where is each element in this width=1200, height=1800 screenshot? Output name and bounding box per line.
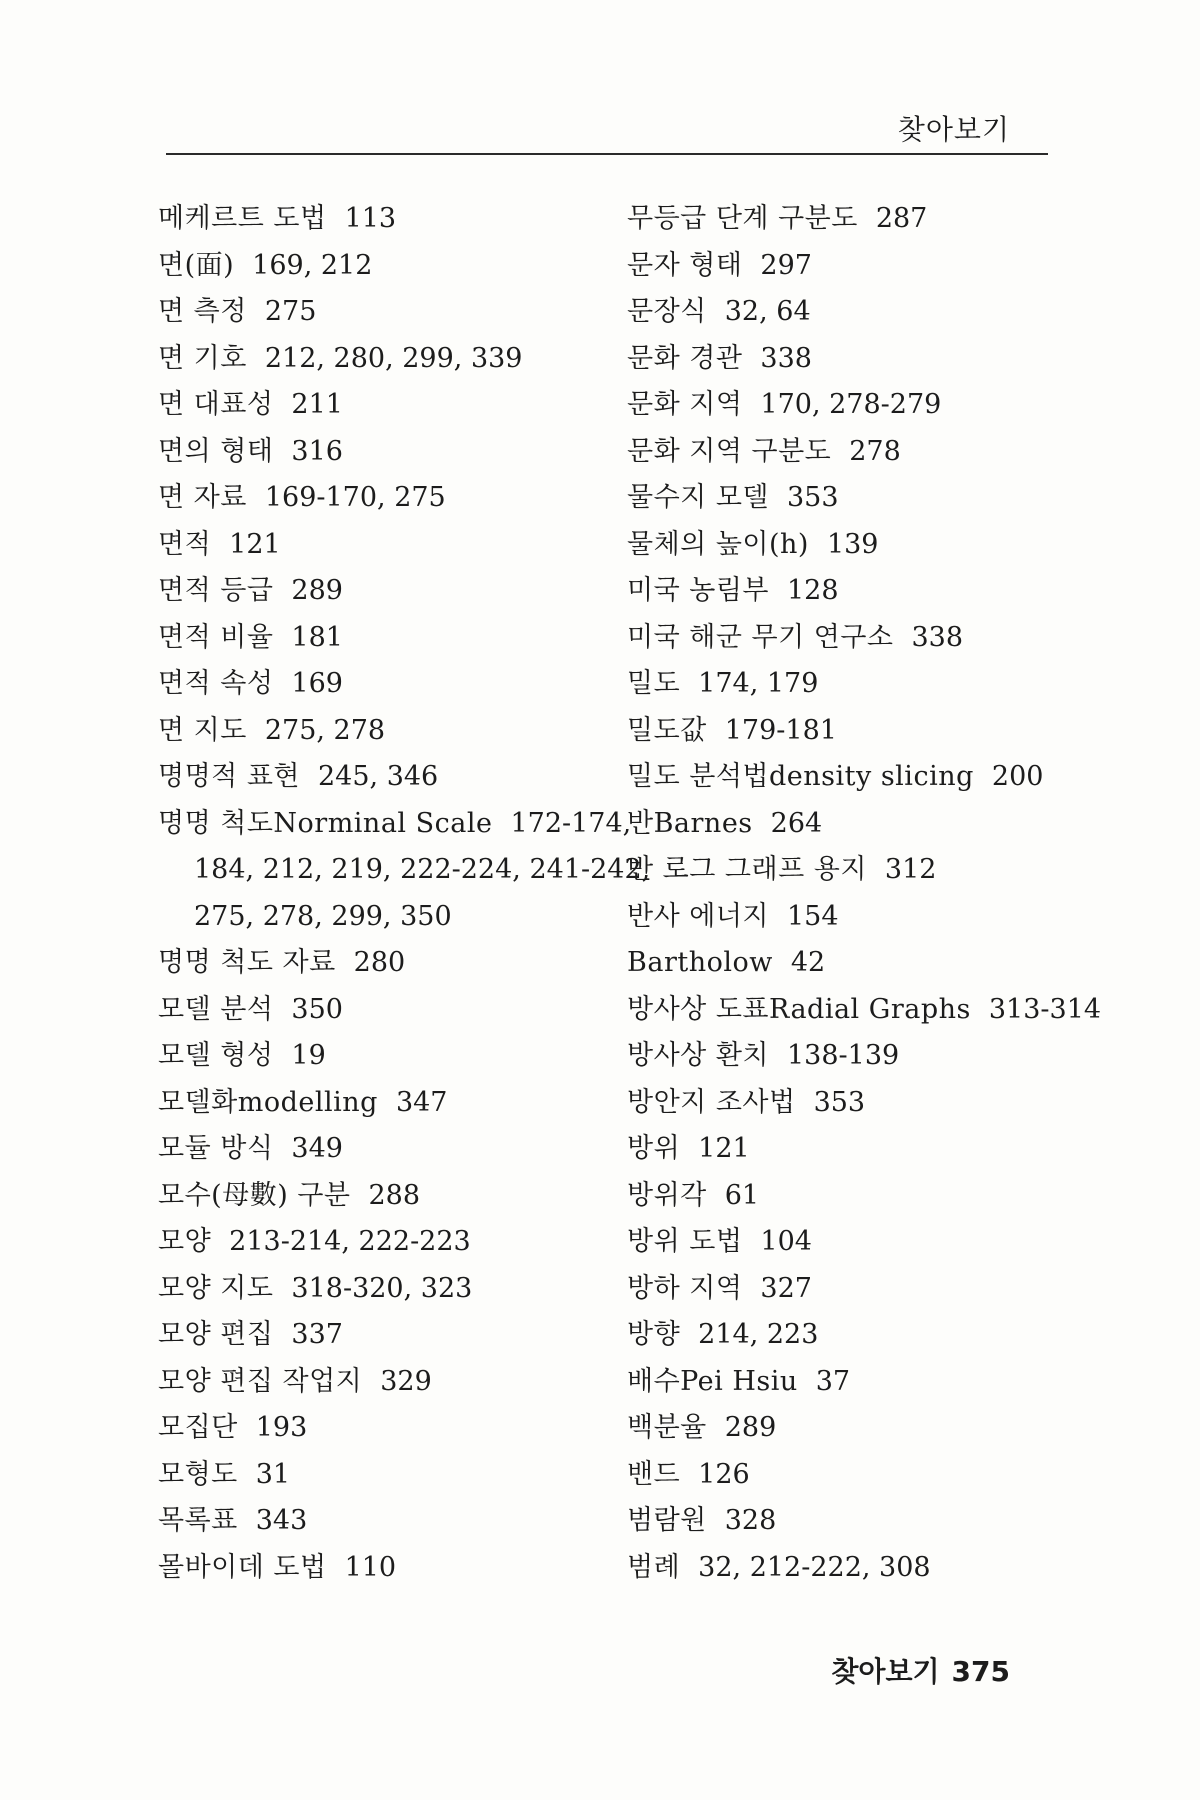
index-pages: 280	[353, 947, 406, 978]
index-pages: 121	[229, 528, 281, 560]
index-term: 면적	[158, 528, 212, 560]
index-term: 모양 편집	[158, 1319, 274, 1350]
index-pages: 212, 280, 299, 339	[264, 342, 523, 374]
index-pages: 275, 278	[264, 714, 386, 746]
index-entry	[627, 1545, 1097, 1592]
index-pages: 113	[344, 203, 397, 234]
index-entry	[158, 847, 651, 894]
index-pages: 214, 223	[698, 1319, 819, 1350]
index-pages: 104	[760, 1226, 812, 1257]
index-entry	[158, 1545, 598, 1592]
index-pages: 169	[291, 668, 343, 699]
header-rule	[166, 153, 1048, 155]
index-entry	[158, 1452, 598, 1499]
index-term: 면(面)	[158, 249, 235, 281]
index-entry	[158, 1126, 598, 1173]
index-pages: 245, 346	[318, 761, 439, 792]
index-pages: 288	[368, 1179, 421, 1211]
index-term: 모양	[158, 1226, 212, 1257]
index-pages: 264	[770, 807, 823, 839]
index-entry	[627, 708, 1097, 755]
index-entry	[158, 1359, 598, 1406]
index-entry	[627, 754, 1097, 801]
index-term: 모델 분석	[158, 993, 274, 1025]
index-term: 모수(母數) 구분	[158, 1179, 351, 1211]
index-entry	[627, 661, 1097, 708]
index-entry	[627, 196, 1097, 243]
running-head: 찾아보기	[897, 113, 1010, 146]
index-entry	[158, 1498, 598, 1545]
index-pages: 184, 212, 219, 222-224, 241-242,	[194, 854, 651, 885]
index-entry	[627, 940, 1097, 987]
index-term: 면 기호	[158, 342, 247, 374]
index-term: 밀도값	[627, 714, 707, 746]
index-pages: 200	[991, 761, 1044, 792]
index-term: 명명 척도Norminal Scale	[158, 807, 493, 839]
index-term: 무등급 단계 구분도	[627, 203, 858, 234]
index-term: 방향	[627, 1319, 681, 1350]
index-term: 범람원	[627, 1505, 707, 1536]
index-entry	[158, 289, 598, 336]
index-pages: 174, 179	[698, 668, 819, 699]
index-term: 목록표	[158, 1505, 238, 1536]
index-term: 방위각	[627, 1179, 707, 1211]
index-entry	[158, 382, 598, 429]
index-entry	[627, 1173, 1097, 1220]
index-entry	[627, 1033, 1097, 1080]
index-term: 모델 형성	[158, 1040, 274, 1071]
index-term: 밴드	[627, 1458, 681, 1490]
index-pages: 213-214, 222-223	[229, 1226, 471, 1257]
index-term: 방위	[627, 1133, 681, 1164]
index-term: 모양 편집 작업지	[158, 1365, 363, 1397]
index-entry	[627, 615, 1097, 662]
index-term: 몰바이데 도법	[158, 1551, 327, 1583]
index-term: 백분율	[627, 1412, 707, 1443]
index-term: 명명적 표현	[158, 761, 300, 792]
index-term: Bartholow	[627, 947, 773, 978]
index-term: 방사상 도표Radial Graphs	[627, 993, 971, 1025]
index-entry	[158, 661, 598, 708]
index-pages: 169-170, 275	[264, 482, 446, 513]
index-term: 면의 형태	[158, 435, 274, 467]
index-entry	[627, 382, 1097, 429]
index-entry	[627, 289, 1097, 336]
index-entry	[158, 1312, 598, 1359]
index-term: 배수Pei Hsiu	[627, 1365, 798, 1397]
index-pages: 289	[291, 575, 343, 606]
index-entry	[627, 1219, 1097, 1266]
index-pages: 343	[255, 1505, 308, 1536]
index-entry	[158, 1405, 598, 1452]
index-pages: 138-139	[787, 1040, 900, 1071]
index-term: 모형도	[158, 1458, 238, 1490]
index-pages: 313-314	[988, 993, 1102, 1025]
index-term: 명명 척도 자료	[158, 947, 336, 978]
index-pages: 179-181	[724, 714, 837, 746]
index-entry	[158, 568, 598, 615]
index-term: 범례	[627, 1551, 681, 1583]
index-term: 문화 지역	[627, 389, 743, 420]
index-term: 물체의 높이(h)	[627, 528, 809, 560]
index-pages: 110	[344, 1551, 397, 1583]
index-term: 면 대표성	[158, 389, 274, 420]
index-pages: 287	[875, 203, 928, 234]
index-term: 모듈 방식	[158, 1133, 274, 1164]
index-term: 면적 속성	[158, 668, 274, 699]
index-entry	[158, 940, 598, 987]
index-entry	[627, 568, 1097, 615]
index-pages: 329	[380, 1365, 432, 1397]
index-pages: 353	[787, 482, 839, 513]
index-entry	[627, 847, 1097, 894]
index-pages: 32, 64	[724, 296, 811, 327]
index-entry	[627, 522, 1097, 569]
index-term: 방사상 환치	[627, 1040, 769, 1071]
index-column-right	[627, 196, 1102, 1591]
index-entry	[158, 1173, 598, 1220]
index-entry	[158, 987, 598, 1034]
index-pages: 289	[724, 1412, 777, 1443]
index-pages: 353	[813, 1086, 866, 1118]
index-pages: 61	[724, 1179, 760, 1211]
index-pages: 347	[395, 1086, 448, 1118]
index-pages: 297	[760, 249, 812, 281]
index-term: 방하 지역	[627, 1272, 743, 1304]
index-entry	[627, 1126, 1097, 1173]
index-pages: 128	[787, 575, 839, 606]
index-pages: 42	[790, 947, 826, 978]
index-term: 면적 비율	[158, 621, 274, 653]
index-pages: 32, 212-222, 308	[698, 1551, 931, 1583]
index-pages: 37	[815, 1365, 851, 1397]
index-term: 방안지 조사법	[627, 1086, 796, 1118]
index-entry	[627, 429, 1097, 476]
index-pages: 318-320, 323	[291, 1272, 473, 1304]
index-pages: 31	[255, 1458, 291, 1490]
index-pages: 328	[724, 1505, 777, 1536]
index-entry	[158, 1266, 598, 1313]
index-pages: 338	[911, 621, 964, 653]
index-entry	[158, 243, 598, 290]
page-footer	[831, 1650, 1010, 1690]
index-term: 반 로그 그래프 용지	[627, 854, 867, 885]
index-term: 반사 에너지	[627, 900, 769, 932]
index-pages: 19	[291, 1040, 326, 1071]
index-entry	[627, 1266, 1097, 1313]
index-term: 밀도	[627, 668, 681, 699]
index-entry	[158, 196, 598, 243]
index-entry	[627, 1452, 1097, 1499]
index-pages: 154	[787, 900, 839, 932]
index-entry	[627, 987, 1102, 1034]
index-term: 밀도 분석법density slicing	[627, 761, 974, 792]
index-pages: 169, 212	[252, 249, 373, 281]
index-entry	[158, 1080, 598, 1127]
index-entry	[158, 1033, 598, 1080]
index-pages: 338	[760, 342, 812, 374]
index-pages: 170, 278-279	[760, 389, 942, 420]
index-entry	[627, 1498, 1097, 1545]
index-term: 면 지도	[158, 714, 247, 746]
index-pages: 193	[255, 1412, 308, 1443]
index-term: 모델화modelling	[158, 1086, 378, 1118]
index-term: 반Barnes	[627, 807, 753, 839]
index-entry	[158, 429, 598, 476]
index-entry	[627, 336, 1097, 383]
index-entry	[627, 1359, 1097, 1406]
index-entry	[158, 336, 598, 383]
index-term: 모양 지도	[158, 1272, 274, 1304]
index-entry	[158, 475, 598, 522]
index-pages: 350	[291, 993, 343, 1025]
index-pages: 211	[291, 389, 343, 420]
index-pages: 181	[291, 621, 343, 653]
index-term: 모집단	[158, 1412, 238, 1443]
page-number: 375	[951, 1655, 1010, 1688]
index-term: 메케르트 도법	[158, 203, 327, 234]
index-entry	[627, 1405, 1097, 1452]
index-entry	[158, 894, 598, 941]
index-pages: 316	[291, 435, 343, 467]
index-entry	[158, 754, 598, 801]
index-entry	[627, 1312, 1097, 1359]
index-pages: 349	[291, 1133, 343, 1164]
index-pages: 139	[826, 528, 879, 560]
index-term: 방위 도법	[627, 1226, 743, 1257]
index-term: 문장식	[627, 296, 707, 327]
index-pages: 327	[760, 1272, 812, 1304]
footer-label: 찾아보기	[831, 1655, 940, 1688]
index-term: 문자 형태	[627, 249, 743, 281]
index-term: 미국 해군 무기 연구소	[627, 621, 894, 653]
index-entry	[158, 708, 598, 755]
index-pages: 172-174,	[510, 807, 632, 839]
index-entry	[627, 475, 1097, 522]
index-entry	[158, 615, 598, 662]
index-entry	[627, 1080, 1097, 1127]
index-entry	[627, 894, 1097, 941]
index-entry	[627, 801, 1097, 848]
index-pages: 126	[698, 1458, 750, 1490]
index-pages: 275, 278, 299, 350	[194, 900, 452, 932]
index-pages: 337	[291, 1319, 343, 1350]
index-term: 면 자료	[158, 482, 247, 513]
index-entry	[158, 522, 598, 569]
index-entry	[627, 243, 1097, 290]
index-pages: 278	[849, 435, 901, 467]
index-entry	[158, 1219, 598, 1266]
index-column-left	[158, 196, 651, 1591]
index-term: 문화 지역 구분도	[627, 435, 832, 467]
index-term: 면적 등급	[158, 575, 274, 606]
index-term: 면 측정	[158, 296, 247, 327]
index-entry	[158, 801, 632, 848]
index-pages: 275	[264, 296, 317, 327]
index-pages: 121	[698, 1133, 750, 1164]
index-term: 물수지 모델	[627, 482, 769, 513]
index-term: 문화 경관	[627, 342, 743, 374]
index-pages: 312	[884, 854, 937, 885]
index-term: 미국 농림부	[627, 575, 769, 606]
